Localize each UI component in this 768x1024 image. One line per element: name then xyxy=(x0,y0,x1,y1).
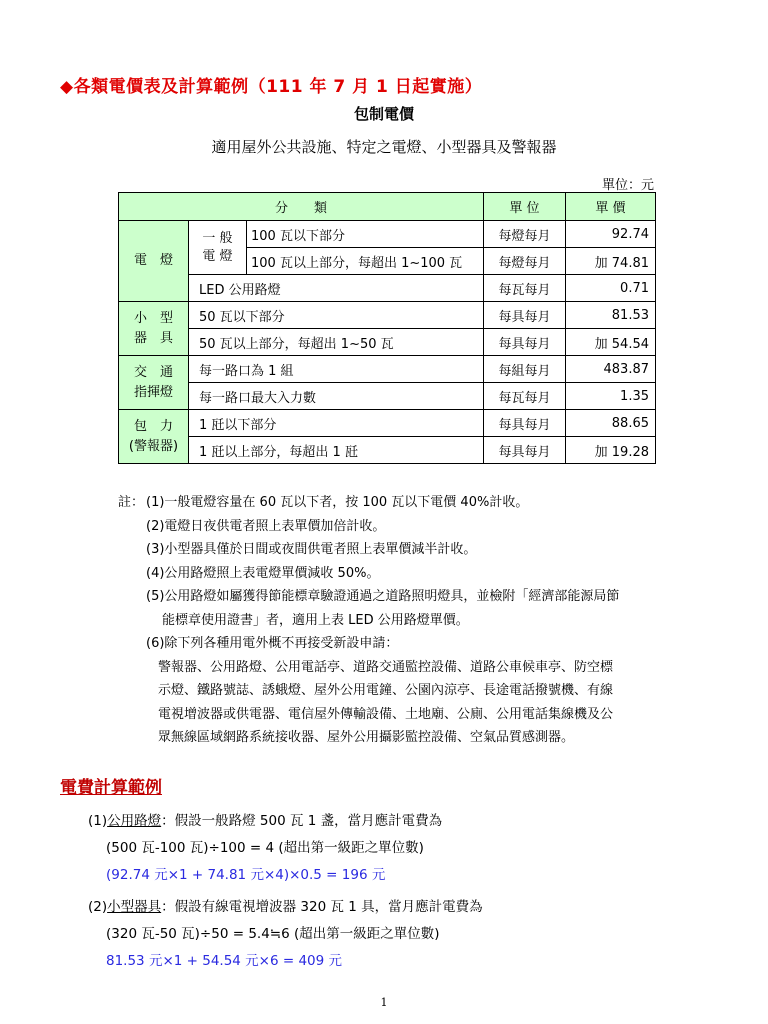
item-cell: 每一路口最大入力數 xyxy=(189,383,484,410)
unit-cell: 每具每月 xyxy=(484,437,566,464)
table-row xyxy=(119,221,656,248)
price-cell: 0.71 xyxy=(566,275,656,302)
price-cell: 1.35 xyxy=(566,383,656,410)
note-6: (6)除下列各種用電外概不再接受新設申請： xyxy=(146,636,399,651)
unit-cell: 每組每月 xyxy=(484,356,566,383)
example-2-name: 小型器具 xyxy=(107,899,162,915)
item-cell: 50 瓦以下部分 xyxy=(189,302,484,329)
note-6-list-line: 眾無線區域網路系統接收器、屋外公用攝影監控設備、空氣品質感測器。 xyxy=(158,730,575,745)
note-2: (2)電燈日夜供電者照上表單價加倍計收。 xyxy=(146,518,386,534)
note-1: (1)一般電燈容量在 60 瓦以下者，按 100 瓦以下電價 40%計收。 xyxy=(146,495,529,510)
subcategory-general-lamp xyxy=(189,221,247,275)
table-header-row xyxy=(119,193,656,221)
item-cell: 1 瓩以下部分 xyxy=(189,410,484,437)
example-1-prefix: (1) xyxy=(88,813,108,829)
subtitle: 包制電價 xyxy=(353,105,414,123)
item-cell: 每一路口為 1 組 xyxy=(189,356,484,383)
table-row xyxy=(119,302,656,329)
example-1-name: 公用路燈 xyxy=(107,813,162,829)
note-6-list-line: 示燈、鐵路號誌、誘蛾燈、屋外公用電鐘、公園內涼亭、長途電話撥號機、有線 xyxy=(158,683,614,698)
example-1-text: ：假設一般路燈 500 瓦 1 盞，當月應計電費為 xyxy=(161,813,443,829)
subcategory-label: 一 般 電 燈 xyxy=(202,230,233,264)
note-4: (4)公用路燈照上表電燈單價減收 50%。 xyxy=(146,565,380,581)
category-small-appliance: 小 型 器 具 xyxy=(119,302,189,356)
notes-label: 註： xyxy=(118,495,145,510)
category-alarm: 包 力 (警報器) xyxy=(119,410,189,464)
unit-cell: 每具每月 xyxy=(484,329,566,356)
example-2-heading xyxy=(88,895,483,915)
example-2-text: ：假設有線電視增波器 320 瓦 1 具，當月應計電費為 xyxy=(161,899,483,915)
item-cell: LED 公用路燈 xyxy=(189,275,484,302)
note-6-list-line: 電視增波器或供電器、電信屋外傳輸設備、土地廟、公廁、公用電話集線機及公 xyxy=(158,706,614,722)
price-cell: 81.53 xyxy=(566,302,656,329)
price-cell: 加 19.28 xyxy=(566,437,656,464)
note-6-list-line: 警報器、公用路燈、公用電話亭、道路交通監控設備、道路公車候車亭、防空標 xyxy=(158,659,614,675)
price-cell: 92.74 xyxy=(566,221,656,248)
price-cell: 加 74.81 xyxy=(566,248,656,275)
note-5-continued: 能標章使用證書」者，適用上表 LED 公用路燈單價。 xyxy=(162,612,469,628)
table-row xyxy=(119,437,656,464)
table-row xyxy=(119,410,656,437)
item-cell: 50 瓦以上部分，每超出 1~50 瓦 xyxy=(189,329,484,356)
unit-cell: 每燈每月 xyxy=(484,221,566,248)
unit-cell: 每具每月 xyxy=(484,302,566,329)
category-lamp: 電 燈 xyxy=(119,221,189,302)
item-cell: 1 瓩以上部分，每超出 1 瓩 xyxy=(189,437,484,464)
calculation-examples-title: 電費計算範例 xyxy=(60,778,162,798)
description: 適用屋外公共設施、特定之電燈、小型器具及警報器 xyxy=(211,138,557,156)
note-line xyxy=(118,491,718,515)
unit-cell: 每燈每月 xyxy=(484,248,566,275)
table-row xyxy=(119,383,656,410)
example-1-result: (92.74 元×1 + 74.81 元×4)×0.5 = 196 元 xyxy=(106,867,386,883)
price-cell: 483.87 xyxy=(566,356,656,383)
example-1-heading xyxy=(88,809,442,829)
example-2-result: 81.53 元×1 + 54.54 元×6 = 409 元 xyxy=(106,953,343,969)
example-2-prefix: (2) xyxy=(88,899,108,915)
header-category: 分 類 xyxy=(119,193,484,221)
example-1-step-1: (500 瓦-100 瓦)÷100 = 4 (超出第一級距之單位數) xyxy=(106,840,424,856)
price-cell: 88.65 xyxy=(566,410,656,437)
category-traffic-light: 交 通 指揮燈 xyxy=(119,356,189,410)
header-price: 單 價 xyxy=(566,193,656,221)
unit-cell: 每瓦每月 xyxy=(484,383,566,410)
item-cell: 100 瓦以下部分 xyxy=(247,221,484,248)
unit-cell: 每瓦每月 xyxy=(484,275,566,302)
note-5: (5)公用路燈如屬獲得節能標章驗證通過之道路照明燈具，並檢附「經濟部能源局節 xyxy=(146,589,620,604)
table-row xyxy=(119,329,656,356)
item-cell: 100 瓦以上部分，每超出 1~100 瓦 xyxy=(247,248,484,275)
price-cell: 加 54.54 xyxy=(566,329,656,356)
page-number: 1 xyxy=(380,996,388,1009)
notes xyxy=(118,491,718,750)
note-3: (3)小型器具僅於日間或夜間供電者照上表單價減半計收。 xyxy=(146,542,477,557)
header-unit: 單 位 xyxy=(484,193,566,221)
price-table xyxy=(118,192,656,464)
main-title: ◆各類電價表及計算範例（111 年 7 月 1 日起實施） xyxy=(60,77,483,97)
unit-label: 單位：元 xyxy=(601,178,654,193)
table-row xyxy=(119,356,656,383)
unit-cell: 每具每月 xyxy=(484,410,566,437)
example-2-step-1: (320 瓦-50 瓦)÷50 = 5.4≒6 (超出第一級距之單位數) xyxy=(106,926,440,942)
table-row xyxy=(119,275,656,302)
